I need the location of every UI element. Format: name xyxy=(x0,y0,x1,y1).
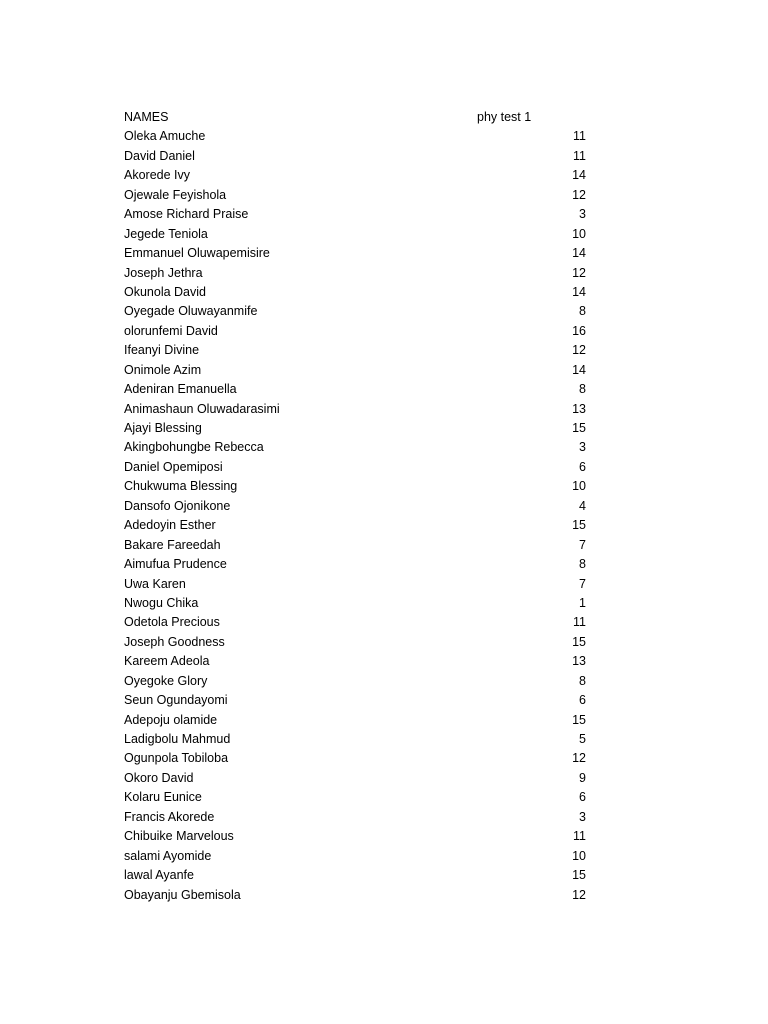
student-row xyxy=(124,827,586,846)
student-row xyxy=(124,322,586,341)
student-name: Ifeanyi Divine xyxy=(124,343,200,358)
student-name: Animashaun Oluwadarasimi xyxy=(124,401,280,416)
student-list xyxy=(124,127,586,905)
student-row xyxy=(124,730,586,749)
student-row xyxy=(124,147,586,166)
student-score: 1 xyxy=(579,595,586,610)
student-name: lawal Ayanfe xyxy=(124,868,194,883)
student-score: 11 xyxy=(573,829,586,844)
student-score: 12 xyxy=(572,265,586,280)
student-score: 13 xyxy=(572,654,586,669)
student-row xyxy=(124,127,586,146)
student-score: 12 xyxy=(572,187,586,202)
student-name: Ladigbolu Mahmud xyxy=(124,732,231,746)
student-row xyxy=(124,477,586,496)
student-name: David Daniel xyxy=(124,148,195,163)
student-row xyxy=(124,749,586,768)
student-score: 8 xyxy=(579,557,586,572)
student-name: Obayanju Gbemisola xyxy=(124,887,241,902)
student-score: 10 xyxy=(572,226,586,241)
student-name: Kareem Adeola xyxy=(124,654,210,669)
student-row xyxy=(124,244,586,263)
student-name: Oyegoke Glory xyxy=(124,673,208,688)
student-row xyxy=(124,438,586,457)
student-row xyxy=(124,341,586,360)
student-name: Onimole Azim xyxy=(124,362,202,377)
student-score: 8 xyxy=(579,673,586,688)
student-score: 9 xyxy=(579,770,586,785)
student-row xyxy=(124,458,586,477)
student-score: 12 xyxy=(572,887,586,902)
header-row xyxy=(124,108,586,127)
student-score: 15 xyxy=(572,868,586,883)
student-name: Ojewale Feyishola xyxy=(124,187,227,202)
student-row xyxy=(124,205,586,224)
student-name: Francis Akorede xyxy=(124,809,215,824)
student-row xyxy=(124,652,586,671)
student-name: Dansofo Ojonikone xyxy=(124,498,231,513)
student-row xyxy=(124,594,586,613)
student-name: Adeniran Emanuella xyxy=(124,382,237,397)
student-score: 3 xyxy=(579,809,586,824)
student-score: 6 xyxy=(579,459,586,474)
student-name: Akorede Ivy xyxy=(124,168,191,183)
student-name: Daniel Opemiposi xyxy=(124,459,223,474)
student-row xyxy=(124,400,586,419)
student-score: 10 xyxy=(572,848,586,863)
student-row xyxy=(124,711,586,730)
score-column-header: phy test 1 xyxy=(477,110,532,124)
student-score: 15 xyxy=(572,421,586,435)
student-row xyxy=(124,788,586,807)
student-row xyxy=(124,769,586,788)
student-row xyxy=(124,186,586,205)
student-row xyxy=(124,847,586,866)
student-name: Okoro David xyxy=(124,770,194,785)
student-score: 14 xyxy=(572,246,586,261)
student-score: 3 xyxy=(579,207,586,222)
student-row xyxy=(124,302,586,321)
student-row xyxy=(124,808,586,827)
student-row xyxy=(124,691,586,710)
student-score: 14 xyxy=(572,168,586,183)
student-score: 11 xyxy=(573,148,586,163)
student-row xyxy=(124,361,586,380)
student-row xyxy=(124,536,586,555)
student-row xyxy=(124,166,586,185)
student-row xyxy=(124,516,586,535)
student-score: 3 xyxy=(579,440,586,455)
student-row xyxy=(124,672,586,691)
student-name: Joseph Jethra xyxy=(124,265,203,280)
student-name: olorunfemi David xyxy=(124,323,218,338)
student-name: Nwogu Chika xyxy=(124,595,199,610)
student-name: salami Ayomide xyxy=(124,848,212,863)
student-name: Akingbohungbe Rebecca xyxy=(124,440,264,455)
student-score: 6 xyxy=(579,693,586,708)
student-score: 4 xyxy=(579,498,586,513)
student-name: Adedoyin Esther xyxy=(124,518,216,533)
student-score: 8 xyxy=(579,382,586,397)
student-name: Aimufua Prudence xyxy=(124,557,227,572)
student-name: Uwa Karen xyxy=(124,576,186,591)
student-score: 7 xyxy=(579,537,586,552)
student-score: 10 xyxy=(572,479,586,494)
student-row xyxy=(124,886,586,905)
student-score: 16 xyxy=(572,323,586,338)
student-row xyxy=(124,613,586,632)
names-column-header: NAMES xyxy=(124,110,169,124)
student-name: Okunola David xyxy=(124,284,206,299)
student-row xyxy=(124,225,586,244)
student-score: 11 xyxy=(573,615,586,630)
student-score: 11 xyxy=(573,129,586,144)
score-sheet xyxy=(124,108,586,905)
student-name: Chukwuma Blessing xyxy=(124,479,238,494)
student-score: 13 xyxy=(572,401,586,416)
student-name: Bakare Fareedah xyxy=(124,537,221,552)
student-name: Adepoju olamide xyxy=(124,712,218,727)
student-row xyxy=(124,633,586,652)
student-score: 15 xyxy=(572,712,586,727)
student-score: 6 xyxy=(579,790,586,805)
student-score: 7 xyxy=(579,576,586,591)
student-score: 14 xyxy=(572,284,586,299)
student-name: Jegede Teniola xyxy=(124,226,208,241)
student-row xyxy=(124,555,586,574)
student-row xyxy=(124,497,586,516)
student-name: Emmanuel Oluwapemisire xyxy=(124,246,270,261)
student-score: 15 xyxy=(572,634,586,649)
student-name: Ogunpola Tobiloba xyxy=(124,751,229,766)
student-row xyxy=(124,264,586,283)
student-name: Odetola Precious xyxy=(124,615,220,630)
student-row xyxy=(124,283,586,302)
student-name: Kolaru Eunice xyxy=(124,790,202,805)
student-name: Amose Richard Praise xyxy=(124,207,249,222)
student-name: Seun Ogundayomi xyxy=(124,693,228,708)
student-name: Chibuike Marvelous xyxy=(124,829,234,844)
student-row xyxy=(124,380,586,399)
student-name: Oleka Amuche xyxy=(124,129,206,144)
student-row xyxy=(124,419,586,438)
student-row xyxy=(124,575,586,594)
student-score: 5 xyxy=(579,732,586,746)
student-score: 15 xyxy=(572,518,586,533)
student-score: 12 xyxy=(572,343,586,358)
student-name: Joseph Goodness xyxy=(124,634,225,649)
student-score: 14 xyxy=(572,362,586,377)
student-name: Oyegade Oluwayanmife xyxy=(124,304,258,319)
student-score: 12 xyxy=(572,751,586,766)
student-score: 8 xyxy=(579,304,586,319)
student-row xyxy=(124,866,586,885)
student-name: Ajayi Blessing xyxy=(124,421,202,435)
